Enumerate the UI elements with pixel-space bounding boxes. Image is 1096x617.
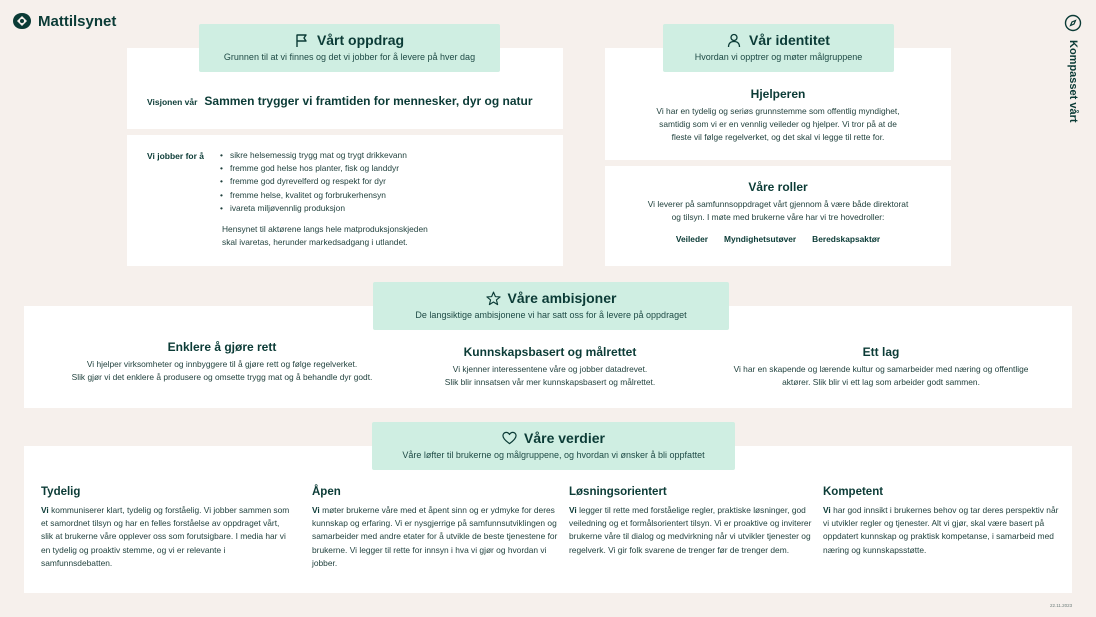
role-beredskapsaktor: Beredskapsaktør xyxy=(812,234,881,245)
leaf-logo-icon xyxy=(12,12,32,30)
roles-block xyxy=(605,180,951,244)
ambitions-subtitle: De langsiktige ambisjonene vi har satt oss for å levere på oppdraget xyxy=(415,310,687,320)
brand-logo[interactable] xyxy=(12,12,116,30)
value-text: møter brukerne våre med et åpent sinn og er ydmyke for deres kunnskap og erfaring. Vi er nysgjerrige på samfunnsutviklingen og samarbeider med andre etater for å utvikle de beste tjenestene for brukerne. Vi legger til rette for innsyn i hva vi gjør og hvordan vi jobber. xyxy=(312,505,558,568)
mission-subtitle: Grunnen til at vi finnes og det vi jobber for å levere på hver dag xyxy=(223,52,476,62)
vision-label: Visjonen vår xyxy=(147,97,198,107)
value-lead: Vi xyxy=(569,505,577,515)
ambition-title: Ett lag xyxy=(862,345,900,359)
value-lead: Vi xyxy=(312,505,320,515)
ambition-item xyxy=(400,345,700,389)
mission-header xyxy=(199,24,500,72)
ambition-item xyxy=(700,345,1062,389)
roles-list xyxy=(605,234,951,244)
identity-header xyxy=(663,24,894,72)
helper-line: samtidig som vi er en vennlig veileder og hjelper. Vi tror på at de xyxy=(659,119,897,130)
compass-icon xyxy=(1064,14,1082,32)
ambition-line: Vi kjenner interessentene våre og jobber datadrevet. xyxy=(452,364,648,374)
ambition-line: Vi har en skapende og lærende kultur og samarbeider med næring og offentlige xyxy=(733,364,1029,374)
list-item: • sikre helsemessig trygg mat og trygt drikkevann xyxy=(220,149,552,162)
work-label: Vi jobber for å xyxy=(147,151,204,161)
work-list xyxy=(220,149,552,215)
mission-title: Vårt oppdrag xyxy=(316,32,405,48)
helper-line: fleste vil følge regelverket, og det skal vi legge til rette for. xyxy=(671,132,885,143)
role-myndighetsutover: Myndighetsutøver xyxy=(724,234,797,245)
work-note-line: Hensynet til aktørene langs hele matproduksjonskjeden xyxy=(222,224,428,235)
values-header xyxy=(372,422,735,470)
flag-icon xyxy=(295,33,310,48)
ambition-title: Kunnskapsbasert og målrettet xyxy=(463,345,637,359)
value-title: Åpen xyxy=(312,486,341,498)
role-veileder: Veileder xyxy=(675,234,709,245)
brand-name: Mattilsynet xyxy=(38,12,117,30)
ambition-line: aktører. Slik blir vi ett lag som arbeider godt sammen. xyxy=(782,377,980,388)
vision-text: Sammen trygger vi framtiden for mennesker, dyr og natur xyxy=(204,94,533,108)
value-lead: Vi xyxy=(823,505,831,515)
value-title: Løsningsorientert xyxy=(569,486,667,498)
value-text: legger til rette med forståelige regler, praktiske løsninger, god veiledning og et formålsorientert tilsyn. Vi er proaktive og inviterer brukerne våre til dialog og medvirkning når vi utvikler tjenester og regelverk. Vi gir folk svarene de trenger før de trenger dem. xyxy=(569,505,812,555)
heart-icon xyxy=(502,431,517,446)
value-title: Tydelig xyxy=(41,486,81,498)
helper-title: Hjelperen xyxy=(750,87,806,101)
list-item: • fremme god helse hos planter, fisk og landdyr xyxy=(220,162,552,175)
ambition-title: Enklere å gjøre rett xyxy=(167,340,277,354)
compass-label: Kompasset vårt xyxy=(1067,40,1079,123)
value-item xyxy=(823,486,1063,557)
footer-date: 22.11.2023 xyxy=(1050,603,1073,608)
ambition-line: Slik blir innsatsen vår mer kunnskapsbasert og målrettet. xyxy=(444,377,656,388)
ambitions-header xyxy=(373,282,729,330)
identity-subtitle: Hvordan vi opptrer og møter målgruppene xyxy=(694,52,863,62)
values-title: Våre verdier xyxy=(524,430,605,446)
roles-line: og tilsyn. I møte med brukerne våre har vi tre hovedroller: xyxy=(671,212,885,223)
ambition-item xyxy=(24,340,420,384)
value-item xyxy=(569,486,819,557)
compass-side-button[interactable] xyxy=(1062,12,1086,127)
list-item: • fremme god dyrevelferd og respekt for dyr xyxy=(220,175,552,188)
ambitions-title: Våre ambisjoner xyxy=(507,290,617,306)
value-text: kommuniserer klart, tydelig og forståelig. Vi jobber sammen som et samordnet tilsyn og har en felles forståelse av oppdraget vårt, slik at brukerne våre opplever oss som forutsigbare. I media har vi en tydelig og proaktiv stemme, og vi er relevante i samfunnsdebatten. xyxy=(41,505,290,568)
ambition-line: Vi hjelper virksomheter og innbyggere til å gjøre rett og følge regelverket. xyxy=(86,359,358,369)
list-item: • fremme helse, kvalitet og forbrukerhensyn xyxy=(220,189,552,202)
vision-row xyxy=(147,94,533,108)
identity-title: Vår identitet xyxy=(749,32,830,48)
work-list-block xyxy=(222,149,552,249)
value-item xyxy=(41,486,291,570)
value-text: har god innsikt i brukernes behov og tar deres perspektiv når vi utvikler regler og tjenester. Alt vi gjør, skal være basert på oppdatert kunnskap og praktisk kompetanse, i samarbeid med næring og kunnskapsstøtte. xyxy=(823,505,1059,555)
person-icon xyxy=(727,33,742,48)
values-subtitle: Våre løfter til brukerne og målgruppene, og hvordan vi ønsker å bli oppfattet xyxy=(402,450,705,460)
value-item xyxy=(312,486,562,570)
roles-line: Vi leverer på samfunnsoppdraget vårt gjennom å være både direktorat xyxy=(647,199,909,209)
list-item: • ivareta miljøvennlig produksjon xyxy=(220,202,552,215)
value-title: Kompetent xyxy=(823,486,884,498)
value-lead: Vi xyxy=(41,505,49,515)
star-icon xyxy=(486,291,501,306)
helper-block xyxy=(605,87,951,145)
roles-title: Våre roller xyxy=(748,180,808,194)
ambition-line: Slik gjør vi det enklere å produsere og omsette trygg mat og å behandle dyr godt. xyxy=(71,372,373,383)
work-note-line: skal ivaretas, herunder markedsadgang i utlandet. xyxy=(222,237,408,248)
helper-line: Vi har en tydelig og seriøs grunnstemme som offentlig myndighet, xyxy=(656,106,900,116)
